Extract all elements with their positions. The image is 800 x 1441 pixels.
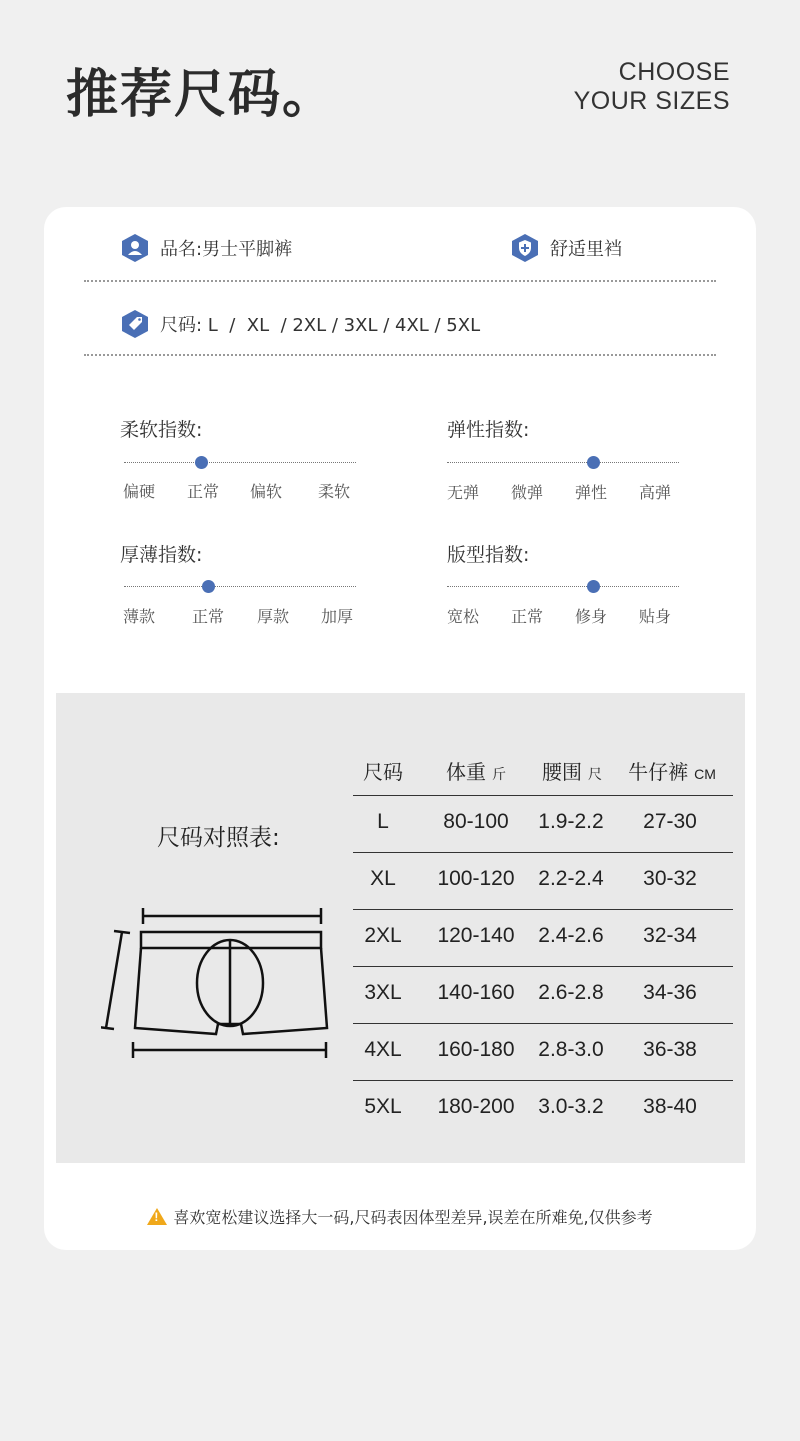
elasticity-option: 弹性: [575, 483, 608, 502]
elasticity-title: 弹性指数:: [447, 419, 530, 441]
divider: [84, 354, 716, 356]
size-chart-panel: [56, 693, 745, 1163]
slider-knob: [195, 456, 208, 469]
thickness-option: 正常: [192, 607, 225, 626]
row-divider: [353, 909, 733, 910]
cell-jeans: 38-40: [643, 1095, 697, 1118]
cell-weight: 80-100: [443, 810, 509, 833]
person-icon: [122, 234, 148, 262]
thickness-option: 厚款: [257, 607, 290, 626]
cell-jeans: 34-36: [643, 981, 697, 1004]
cell-weight: 180-200: [437, 1095, 515, 1118]
row-divider: [353, 1080, 733, 1081]
softness-title: 柔软指数:: [120, 419, 203, 441]
cell-jeans: 27-30: [643, 810, 697, 833]
cell-weight: 100-120: [437, 867, 515, 890]
cell-waist: 1.9-2.2: [538, 810, 604, 833]
cell-size: 3XL: [364, 981, 402, 1004]
slider-track: [447, 462, 679, 463]
size-chart-label: 尺码对照表:: [157, 825, 280, 851]
row-divider: [353, 1023, 733, 1024]
slider-knob: [587, 580, 600, 593]
product-name: 品名:男士平脚裤: [160, 239, 293, 260]
elasticity-slider: [447, 456, 679, 470]
page-title: 推荐尺码。: [66, 65, 337, 125]
cell-size: 2XL: [364, 924, 402, 947]
cell-weight: 120-140: [437, 924, 515, 947]
notice: [44, 1205, 756, 1228]
notice-text: 喜欢宽松建议选择大一码,尺码表因体型差异,误差在所难免,仅供参考: [173, 1208, 653, 1227]
elasticity-option: 无弹: [447, 483, 480, 502]
cell-jeans: 36-38: [643, 1038, 697, 1061]
tag-icon: [122, 310, 148, 338]
thickness-slider: [124, 580, 356, 594]
feature-label: 舒适里裆: [550, 239, 622, 260]
fit-option: 正常: [511, 607, 544, 626]
elasticity-option: 微弹: [511, 483, 544, 502]
feature-row: [512, 234, 622, 262]
thickness-option: 薄款: [123, 607, 156, 626]
cell-size: 4XL: [364, 1038, 402, 1061]
slider-track: [447, 586, 679, 587]
header-jeans: 牛仔裤 CM: [628, 762, 716, 784]
header-weight: 体重 斤: [446, 762, 506, 784]
cell-size: 5XL: [364, 1095, 402, 1118]
slider-track: [124, 586, 356, 587]
cell-jeans: 30-32: [643, 867, 697, 890]
header-waist: 腰围 尺: [542, 762, 602, 784]
softness-option: 正常: [187, 482, 220, 501]
softness-option: 偏硬: [123, 482, 156, 501]
thickness-title: 厚薄指数:: [120, 544, 203, 566]
cell-size: XL: [370, 867, 396, 890]
size-list: 尺码: L / XL / 2XL / 3XL / 4XL / 5XL: [160, 315, 481, 336]
divider: [84, 280, 716, 282]
fit-option: 修身: [575, 607, 608, 626]
size-row: [122, 310, 480, 338]
warning-icon: [147, 1208, 167, 1225]
product-name-row: [122, 234, 292, 262]
cell-waist: 2.2-2.4: [538, 867, 604, 890]
softness-slider: [124, 456, 356, 470]
boxer-diagram-icon: [101, 898, 341, 1058]
cell-size: L: [377, 810, 389, 833]
cell-waist: 2.6-2.8: [538, 981, 604, 1004]
row-divider: [353, 966, 733, 967]
cell-jeans: 32-34: [643, 924, 697, 947]
cell-waist: 2.8-3.0: [538, 1038, 604, 1061]
fit-option: 贴身: [639, 607, 672, 626]
fit-title: 版型指数:: [447, 544, 530, 566]
thickness-option: 加厚: [321, 607, 354, 626]
size-card: [44, 207, 756, 1250]
row-divider: [353, 852, 733, 853]
subtitle-line-1: CHOOSE: [618, 58, 730, 86]
header-size: 尺码: [363, 762, 403, 784]
softness-option: 柔软: [318, 482, 351, 501]
cell-waist: 2.4-2.6: [538, 924, 604, 947]
cell-waist: 3.0-3.2: [538, 1095, 604, 1118]
elasticity-option: 高弹: [639, 483, 672, 502]
slider-knob: [202, 580, 215, 593]
cell-weight: 160-180: [437, 1038, 515, 1061]
row-divider: [353, 795, 733, 796]
cell-weight: 140-160: [437, 981, 515, 1004]
subtitle-line-2: YOUR SIZES: [573, 87, 730, 115]
shield-icon: [512, 234, 538, 262]
slider-track: [124, 462, 356, 463]
fit-slider: [447, 580, 679, 594]
fit-option: 宽松: [447, 607, 480, 626]
page-subtitle: [574, 58, 730, 116]
slider-knob: [587, 456, 600, 469]
softness-option: 偏软: [250, 482, 283, 501]
